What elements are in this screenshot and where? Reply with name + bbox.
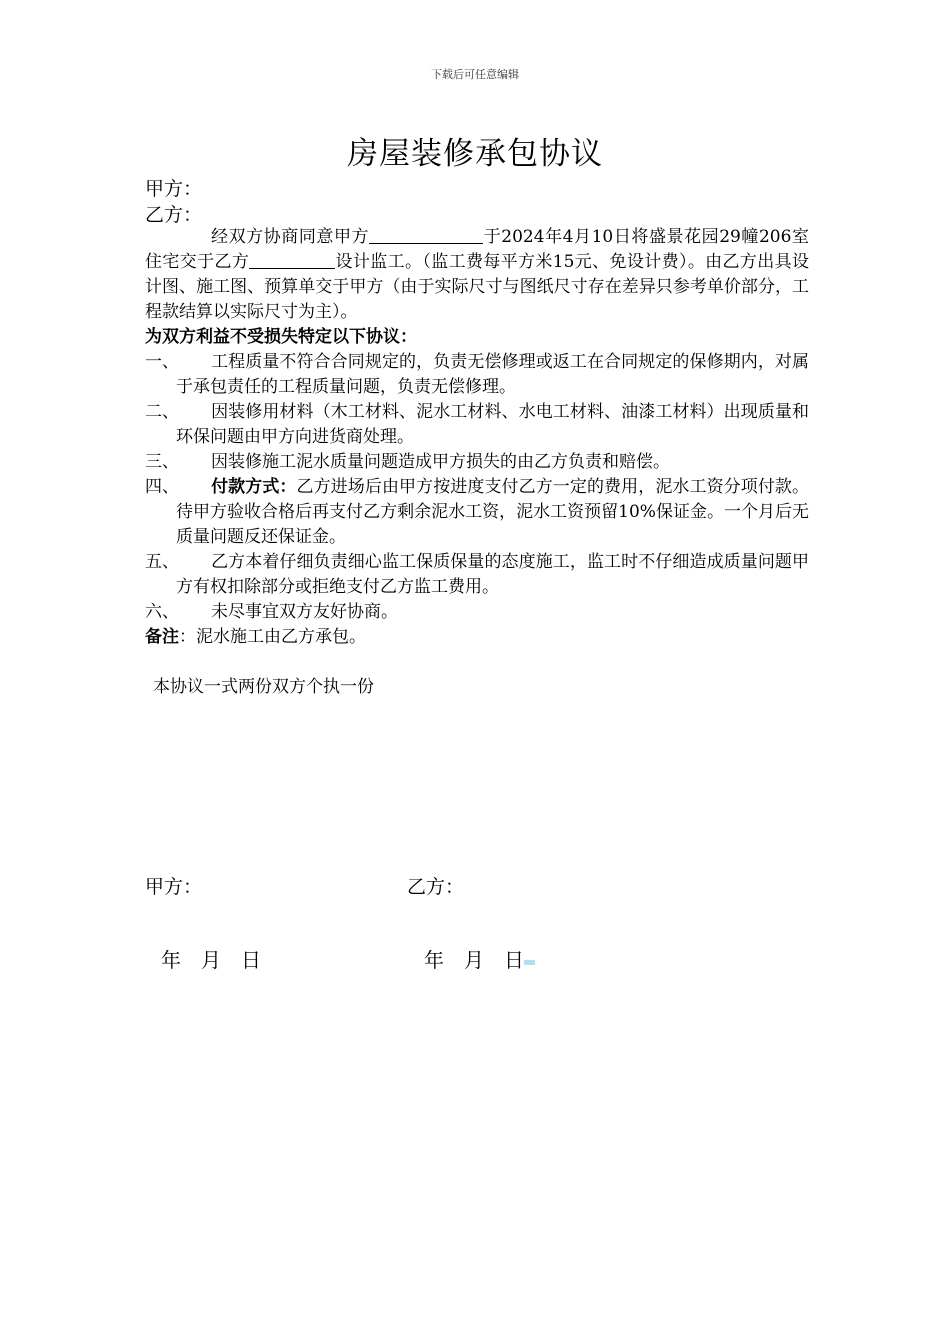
clause-number: 三、 — [145, 452, 179, 472]
clause-6 — [145, 600, 809, 625]
clause-number: 一、 — [145, 352, 179, 372]
party-a-label: 甲方： — [145, 178, 203, 200]
clause-2 — [145, 400, 809, 450]
clause-number: 六、 — [145, 602, 179, 622]
party-b-label: 乙方： — [145, 204, 203, 226]
header-note: 下载后可任意编辑 — [431, 68, 519, 81]
intro-part-3: 设计监工。（监工费每平方米15元、免设计费）。由乙方出具设计图、施工图、预算单交于甲方（由于实际尺寸与图纸尺寸存在差异只参考单价部分，工程款结算以实际尺寸为主）。 — [145, 252, 809, 322]
note-label: 备注 — [145, 627, 179, 647]
date-year: 年 — [424, 948, 444, 972]
clause-text: 乙方本着仔细负责细心监工保质保量的态度施工，监工时不仔细造成质量问题甲方有权扣除部分或拒绝支付乙方监工费用。 — [176, 552, 809, 597]
clause-number: 二、 — [145, 402, 179, 422]
clause-text: 乙方进场后由甲方按进度支付乙方一定的费用，泥水工资分项付款。待甲方验收合格后再支付乙方剩余泥水工资，泥水工资预留10%保证金。一个月后无质量问题反还保证金。 — [176, 477, 809, 547]
intro-part-2: 于2024年4月10日将盛景花园29幢206室住宅交于乙方 — [145, 227, 810, 272]
intro-paragraph — [145, 225, 809, 325]
date-day: 日 — [241, 948, 261, 972]
clause-1 — [145, 350, 809, 400]
clause-text: 工程质量不符合合同规定的，负责无偿修理或返工在合同规定的保修期内，对属于承包责任的工程质量问题，负责无偿修理。 — [176, 352, 809, 397]
party-b-name-blank — [249, 250, 335, 269]
closing-statement: 本协议一式两份双方个执一份 — [153, 677, 374, 697]
clause-text: 未尽事宜双方友好协商。 — [211, 602, 398, 622]
clause-text: 因装修施工泥水质量问题造成甲方损失的由乙方负责和赔偿。 — [211, 452, 670, 472]
date-day: 日 — [504, 948, 524, 972]
date-year: 年 — [161, 948, 181, 972]
date-party-a — [161, 944, 261, 973]
clause-text: 因装修用材料（木工材料、泥水工材料、水电工材料、油漆工材料）出现质量和环保问题由甲方向进货商处理。 — [176, 402, 809, 447]
contract-body — [145, 225, 809, 650]
note-text: ：泥水施工由乙方承包。 — [179, 627, 366, 647]
clause-5 — [145, 550, 809, 600]
clause-bold-label: 付款方式： — [211, 477, 297, 497]
clause-4 — [145, 475, 809, 550]
date-month: 月 — [201, 948, 221, 972]
text-cursor-highlight — [524, 960, 535, 965]
signature-party-a: 甲方： — [145, 876, 203, 898]
intro-part-1: 经双方协商同意甲方 — [211, 227, 370, 247]
clause-number: 五、 — [145, 552, 179, 572]
note-line — [145, 625, 809, 650]
signature-party-b: 乙方： — [407, 876, 465, 898]
date-month: 月 — [464, 948, 484, 972]
clause-3 — [145, 450, 809, 475]
party-a-name-blank — [369, 225, 483, 244]
date-party-b — [424, 944, 524, 973]
agreement-heading: 为双方利益不受损失特定以下协议： — [145, 327, 417, 347]
clause-number: 四、 — [145, 477, 179, 497]
document-title: 房屋装修承包协议 — [347, 136, 603, 172]
